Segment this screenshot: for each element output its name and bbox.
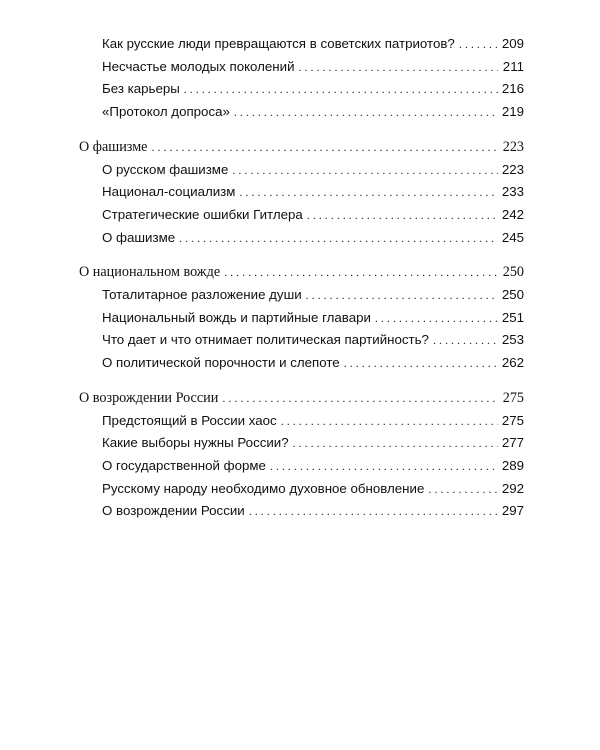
dot-leader xyxy=(375,307,498,330)
dot-leader xyxy=(344,352,498,375)
dot-leader xyxy=(281,410,498,433)
toc-entry-page: 277 xyxy=(501,435,524,451)
toc-entry-page: 262 xyxy=(501,355,524,371)
dot-leader xyxy=(179,227,498,250)
toc-entry-page: 233 xyxy=(501,184,524,200)
dot-leader xyxy=(428,478,497,501)
toc-entry xyxy=(79,33,524,56)
toc-entry xyxy=(79,410,524,433)
dot-leader xyxy=(239,181,497,204)
toc-entry xyxy=(79,352,524,375)
toc-section xyxy=(79,387,524,410)
toc-entry-page: 250 xyxy=(501,287,524,303)
toc-entry xyxy=(79,181,524,204)
toc-entry xyxy=(79,478,524,501)
section-gap xyxy=(79,249,524,261)
toc-entry-title: «Протокол допроса» xyxy=(102,104,230,120)
toc-entry xyxy=(79,455,524,478)
toc-entry-title: Национал-социализм xyxy=(102,184,236,200)
dot-leader xyxy=(249,500,498,523)
toc-section-page: 223 xyxy=(502,138,524,155)
table-of-contents xyxy=(79,33,524,523)
toc-section xyxy=(79,261,524,284)
toc-entry xyxy=(79,284,524,307)
toc-entry-page: 219 xyxy=(501,104,524,120)
toc-section-page: 275 xyxy=(502,389,524,406)
toc-entry xyxy=(79,204,524,227)
dot-leader xyxy=(306,284,498,307)
toc-entry-page: 209 xyxy=(501,36,524,51)
dot-leader xyxy=(151,136,498,159)
toc-entry-page: 297 xyxy=(501,503,524,519)
toc-entry xyxy=(79,307,524,330)
toc-entry-title: О политической порочности и слепоте xyxy=(102,355,340,371)
toc-entry-title: Стратегические ошибки Гитлера xyxy=(102,206,303,222)
dot-leader xyxy=(299,56,498,79)
toc-entry-title: Что дает и что отнимает политическая партийность? xyxy=(102,332,429,348)
toc-entry xyxy=(79,227,524,250)
toc-section-page: 250 xyxy=(502,264,524,281)
toc-entry-title: Какие выборы нужны России? xyxy=(102,435,289,451)
toc-entry xyxy=(79,500,524,523)
toc-entry-page: 223 xyxy=(501,161,524,177)
dot-leader xyxy=(433,329,498,352)
dot-leader xyxy=(222,387,498,410)
toc-entry-title: О фашизме xyxy=(102,229,176,245)
toc-entry-title: Национальный вождь и партийные главари xyxy=(102,309,371,325)
dot-leader xyxy=(307,204,498,227)
toc-entry-title: О возрождении России xyxy=(102,503,245,519)
toc-entry-title: Несчастье молодых поколений xyxy=(102,58,295,74)
toc-entry-title: Предстоящий в России хаос xyxy=(102,412,277,428)
toc-entry-title: Без карьеры xyxy=(102,81,180,97)
section-gap xyxy=(79,375,524,387)
toc-entry xyxy=(79,329,524,352)
toc-entry-page: 211 xyxy=(502,58,524,74)
section-gap xyxy=(79,124,524,136)
toc-section-title: О национальном вожде xyxy=(79,264,221,281)
toc-entry xyxy=(79,432,524,455)
dot-leader xyxy=(232,159,497,182)
toc-entry-title: О государственной форме xyxy=(102,457,266,473)
toc-entry-title: Как русские люди превращаются в советских патриотов? xyxy=(102,36,455,51)
toc-entry xyxy=(79,78,524,101)
dot-leader xyxy=(234,101,498,124)
toc-entry xyxy=(79,56,524,79)
toc-entry-page: 253 xyxy=(501,332,524,348)
dot-leader xyxy=(459,33,498,56)
toc-entry-page: 242 xyxy=(501,206,524,222)
toc-entry-page: 245 xyxy=(501,229,524,245)
dot-leader xyxy=(224,261,498,284)
toc-entry-page: 289 xyxy=(501,457,524,473)
toc-entry-title: Русскому народу необходимо духовное обновление xyxy=(102,480,425,496)
toc-section xyxy=(79,136,524,159)
toc-section-title: О возрождении России xyxy=(79,389,219,406)
toc-entry xyxy=(79,159,524,182)
toc-entry-page: 275 xyxy=(501,412,524,428)
toc-entry-page: 216 xyxy=(501,81,524,97)
dot-leader xyxy=(270,455,498,478)
toc-entry xyxy=(79,101,524,124)
toc-entry-title: Тоталитарное разложение души xyxy=(102,287,302,303)
toc-entry-page: 292 xyxy=(501,480,524,496)
toc-section-title: О фашизме xyxy=(79,138,148,155)
dot-leader xyxy=(293,432,498,455)
toc-entry-title: О русском фашизме xyxy=(102,161,229,177)
toc-entry-page: 251 xyxy=(501,309,524,325)
dot-leader xyxy=(184,78,498,101)
